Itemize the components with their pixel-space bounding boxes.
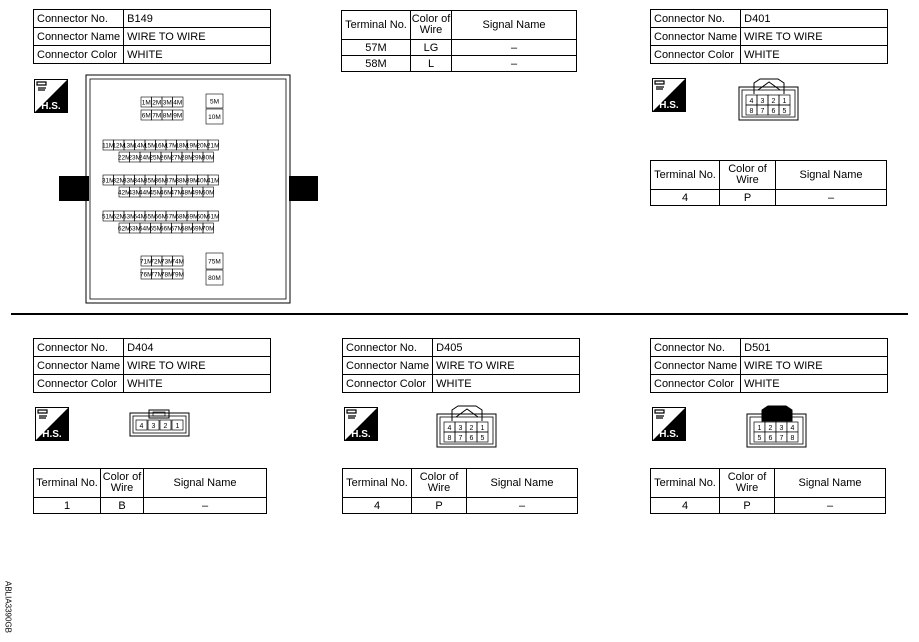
connector-color-value: WHITE: [741, 375, 888, 393]
d501-connector-face: [746, 405, 808, 449]
d401-terminal-table: [650, 160, 887, 206]
pin-label: 8: [749, 108, 754, 115]
harness-side-icon: [652, 407, 686, 441]
svg-text:H.S.: H.S.: [659, 100, 679, 111]
b149-terminal-table: [341, 10, 577, 72]
pin-label: 70M: [201, 225, 215, 233]
connector-color-label: Connector Color: [651, 46, 741, 64]
pin-label: 62M: [117, 225, 131, 233]
pin-label: 1M: [141, 99, 151, 107]
connector-no-label: Connector No.: [34, 10, 124, 28]
terminal-no-header: Terminal No.: [651, 161, 720, 190]
pin-label: 23M: [128, 154, 142, 162]
pin-label: 17M: [164, 142, 178, 150]
pin-label: 1: [782, 98, 787, 105]
pin-label: 79M: [171, 271, 185, 279]
connector-color-value: WHITE: [741, 46, 888, 64]
d401-info-table: [650, 9, 888, 64]
pin-label: 19M: [185, 142, 199, 150]
wire-color-cell: P: [720, 190, 776, 206]
b149-pin-grid: [102, 94, 223, 285]
wire-color-cell: L: [411, 56, 452, 72]
pin-label: 7: [458, 435, 463, 442]
pin-label: 2: [163, 423, 168, 430]
pin-label: 61M: [206, 213, 220, 221]
pin-label: 15M: [143, 142, 157, 150]
connector-no-value: B149: [124, 10, 271, 28]
pin-label: 33M: [122, 177, 136, 185]
pin-label: 18M: [175, 142, 189, 150]
pin-label: 2: [469, 425, 474, 432]
d404-info-table: [33, 338, 271, 393]
connector-color-value: WHITE: [124, 46, 271, 64]
pin-label: 43M: [128, 189, 142, 197]
pin-label: 38M: [175, 177, 189, 185]
pin-label: 49M: [191, 189, 205, 197]
pin-label: 75M: [208, 258, 221, 266]
signal-name-cell: –: [467, 498, 578, 514]
terminal-cell: 4: [343, 498, 412, 514]
pin-label: 7: [760, 108, 765, 115]
connector-no-value: D404: [124, 339, 271, 357]
d501-info-table: [650, 338, 888, 393]
signal-name-header: Signal Name: [144, 469, 267, 498]
connector-no-label: Connector No.: [651, 339, 741, 357]
pin-label: 5: [782, 108, 787, 115]
terminal-no-header: Terminal No.: [343, 469, 412, 498]
pin-label: 76M: [139, 271, 153, 279]
figure-code: ABLIA3390GB: [3, 580, 13, 634]
pin-label: 35M: [143, 177, 157, 185]
d501-terminal-table: [650, 468, 886, 514]
pin-label: 2: [768, 425, 773, 432]
pin-label: 6: [771, 108, 776, 115]
d401-pins: [746, 95, 790, 115]
connector-no-value: D401: [741, 10, 888, 28]
wire-color-cell: B: [101, 498, 144, 514]
pin-label: 31M: [101, 177, 115, 185]
pin-label: 16M: [154, 142, 168, 150]
d401-connector-face: [738, 78, 800, 122]
pin-label: 60M: [196, 213, 210, 221]
pin-label: 34M: [133, 177, 147, 185]
color-of-wire-header: Color of Wire: [101, 469, 144, 498]
connector-name-value: WIRE TO WIRE: [124, 28, 271, 46]
terminal-no-header: Terminal No.: [342, 11, 411, 40]
pin-label: 39M: [185, 177, 199, 185]
signal-name-cell: –: [776, 190, 887, 206]
signal-name-header: Signal Name: [776, 161, 887, 190]
terminal-cell: 1: [34, 498, 101, 514]
connector-no-label: Connector No.: [343, 339, 433, 357]
pin-label: 5M: [209, 98, 220, 106]
d405-info-table: [342, 338, 580, 393]
pin-label: 30M: [201, 154, 215, 162]
d404-terminal-table: [33, 468, 267, 514]
pin-label: 3: [151, 423, 156, 430]
pin-label: 24M: [138, 154, 152, 162]
b149-connector-face: [56, 74, 321, 305]
pin-label: 48M: [180, 189, 194, 197]
pin-label: 6M: [141, 112, 151, 120]
pin-label: 8: [790, 435, 795, 442]
pin-label: 3: [779, 425, 784, 432]
pin-label: 71M: [139, 258, 153, 266]
connector-name-label: Connector Name: [343, 357, 433, 375]
pin-label: 51M: [101, 213, 115, 221]
pin-label: 77M: [150, 271, 164, 279]
connector-color-label: Connector Color: [34, 375, 124, 393]
connector-name-label: Connector Name: [651, 28, 741, 46]
pin-label: 37M: [164, 177, 178, 185]
d501-pins: [754, 422, 798, 442]
pin-label: 1: [480, 425, 485, 432]
wire-color-cell: P: [720, 498, 775, 514]
d405-terminal-table: [342, 468, 578, 514]
terminal-cell: 58M: [342, 56, 411, 72]
pin-label: 7: [779, 435, 784, 442]
pin-label: 47M: [170, 189, 184, 197]
pin-label: 53M: [122, 213, 136, 221]
pin-label: 3M: [162, 99, 172, 107]
signal-name-cell: –: [144, 498, 267, 514]
signal-name-cell: –: [452, 40, 577, 56]
terminal-cell: 4: [651, 190, 720, 206]
pin-label: 45M: [149, 189, 163, 197]
svg-text:H.S.: H.S.: [41, 101, 61, 112]
connector-color-label: Connector Color: [34, 46, 124, 64]
signal-name-header: Signal Name: [452, 11, 577, 40]
pin-label: 4: [749, 98, 754, 105]
pin-label: 4: [447, 425, 452, 432]
pin-label: 3: [760, 98, 765, 105]
color-of-wire-header: Color of Wire: [720, 469, 775, 498]
pin-label: 4M: [173, 99, 183, 107]
svg-text:H.S.: H.S.: [351, 429, 371, 440]
connector-name-value: WIRE TO WIRE: [124, 357, 271, 375]
connector-no-label: Connector No.: [34, 339, 124, 357]
pin-label: 4: [790, 425, 795, 432]
pin-label: 8M: [162, 112, 172, 120]
connector-name-value: WIRE TO WIRE: [741, 357, 888, 375]
pin-label: 12M: [112, 142, 126, 150]
d405-pins: [444, 422, 488, 442]
pin-label: 59M: [185, 213, 199, 221]
pin-label: 2: [771, 98, 776, 105]
pin-label: 54M: [133, 213, 147, 221]
connector-color-label: Connector Color: [651, 375, 741, 393]
pin-label: 1: [757, 425, 762, 432]
pin-label: 41M: [206, 177, 220, 185]
pin-label: 36M: [154, 177, 168, 185]
harness-side-icon: [35, 407, 69, 441]
pin-label: 40M: [196, 177, 210, 185]
pin-label: 32M: [112, 177, 126, 185]
signal-name-cell: –: [775, 498, 886, 514]
pin-label: 6: [469, 435, 474, 442]
pin-label: 66M: [159, 225, 173, 233]
pin-label: 5: [757, 435, 762, 442]
d404-pins: [136, 420, 183, 430]
pin-label: 10M: [208, 113, 221, 121]
pin-label: 26M: [159, 154, 173, 162]
terminal-cell: 4: [651, 498, 720, 514]
pin-label: 7M: [152, 112, 162, 120]
signal-name-header: Signal Name: [467, 469, 578, 498]
svg-text:H.S.: H.S.: [659, 429, 679, 440]
section-divider: [11, 313, 908, 315]
terminal-cell: 57M: [342, 40, 411, 56]
connector-no-value: D405: [433, 339, 580, 357]
wire-color-cell: P: [412, 498, 467, 514]
harness-side-icon: [652, 78, 686, 112]
signal-name-cell: –: [452, 56, 577, 72]
pin-label: 78M: [160, 271, 174, 279]
connector-name-label: Connector Name: [34, 357, 124, 375]
connector-name-value: WIRE TO WIRE: [433, 357, 580, 375]
pin-label: 65M: [149, 225, 163, 233]
pin-label: 50M: [201, 189, 215, 197]
pin-label: 73M: [160, 258, 174, 266]
terminal-no-header: Terminal No.: [34, 469, 101, 498]
connector-name-label: Connector Name: [34, 28, 124, 46]
color-of-wire-header: Color of Wire: [412, 469, 467, 498]
pin-label: 46M: [159, 189, 173, 197]
pin-label: 56M: [154, 213, 168, 221]
pin-label: 52M: [112, 213, 126, 221]
b149-info-table: [33, 9, 271, 64]
connector-color-label: Connector Color: [343, 375, 433, 393]
harness-side-icon: [344, 407, 378, 441]
pin-label: 72M: [150, 258, 164, 266]
connector-no-value: D501: [741, 339, 888, 357]
color-of-wire-header: Color of Wire: [720, 161, 776, 190]
pin-label: 20M: [196, 142, 210, 150]
pin-label: 4: [139, 423, 144, 430]
pin-label: 67M: [170, 225, 184, 233]
pin-label: 29M: [191, 154, 205, 162]
terminal-no-header: Terminal No.: [651, 469, 720, 498]
pin-label: 58M: [175, 213, 189, 221]
pin-label: 6: [768, 435, 773, 442]
pin-label: 5: [480, 435, 485, 442]
pin-label: 69M: [191, 225, 205, 233]
d405-connector-face: [436, 405, 498, 449]
connector-name-value: WIRE TO WIRE: [741, 28, 888, 46]
svg-text:H.S.: H.S.: [42, 429, 62, 440]
pin-label: 22M: [117, 154, 131, 162]
pin-label: 21M: [206, 142, 220, 150]
connector-name-label: Connector Name: [651, 357, 741, 375]
pin-label: 27M: [170, 154, 184, 162]
pin-label: 42M: [117, 189, 131, 197]
pin-label: 3: [458, 425, 463, 432]
pin-label: 44M: [138, 189, 152, 197]
pin-label: 74M: [171, 258, 185, 266]
pin-label: 64M: [138, 225, 152, 233]
wire-color-cell: LG: [411, 40, 452, 56]
color-of-wire-header: Color of Wire: [411, 11, 452, 40]
d404-connector-face: [129, 409, 191, 437]
pin-label: 2M: [152, 99, 162, 107]
pin-label: 28M: [180, 154, 194, 162]
pin-label: 14M: [133, 142, 147, 150]
pin-label: 55M: [143, 213, 157, 221]
pin-label: 25M: [149, 154, 163, 162]
pin-label: 57M: [164, 213, 178, 221]
pin-label: 1: [175, 423, 180, 430]
pin-label: 9M: [173, 112, 183, 120]
pin-label: 80M: [208, 274, 221, 282]
pin-label: 8: [447, 435, 452, 442]
pin-label: 13M: [122, 142, 136, 150]
pin-label: 11M: [102, 142, 115, 150]
connector-color-value: WHITE: [433, 375, 580, 393]
signal-name-header: Signal Name: [775, 469, 886, 498]
pin-label: 68M: [180, 225, 194, 233]
connector-no-label: Connector No.: [651, 10, 741, 28]
connector-color-value: WHITE: [124, 375, 271, 393]
pin-label: 63M: [128, 225, 142, 233]
